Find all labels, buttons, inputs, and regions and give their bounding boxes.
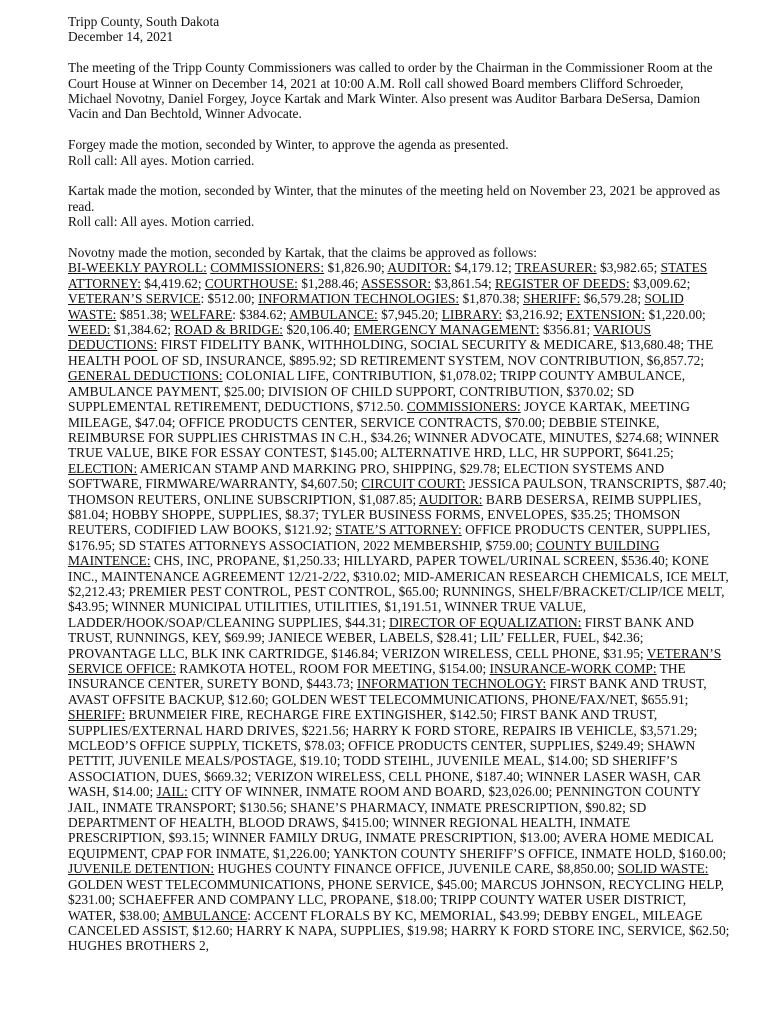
claims-department-heading: AUDITOR: (387, 260, 452, 276)
claims-department-heading: VETERAN’S SERVICE (68, 291, 201, 307)
claims-text: : $384.62; (232, 306, 290, 322)
claims-text: CITY OF WINNER, INMATE ROOM AND BOARD, $23,026.00; PENNINGTON COUNTY JAIL, INMATE TRANSPORT; $130.56; SHANE’S PHARMACY, INMATE PRESCRIPTION, $90.82; SD DEPARTMENT OF HEALTH, BLOOD DRAWS, $415.00; WINNER REGIONAL HEALTH, INMATE PRESCRIPTION, $93.15; WINNER FAMILY DRUG, INMATE PRESCRIPTION, $13.00; AVERA HOME MEDICAL EQUIPMENT, CPAP FOR INMATE, $1,226.00; YANKTON COUNTY SHERIFF’S OFFICE, INMATE HOLD, $160.00; (68, 784, 727, 861)
claims-department-heading: INFORMATION TECHNOLOGIES: (258, 291, 460, 307)
claims-department-heading: JUVENILE DETENTION: (68, 861, 215, 877)
claims-department-heading: WELFARE (170, 306, 233, 322)
claims-text: $1,384.62; (110, 322, 175, 338)
claims-department-heading: CIRCUIT COURT: (361, 476, 466, 492)
claims-department-heading: DIRECTOR OF EQUALIZATION: (389, 614, 582, 630)
claims-text: $3,216.92; (502, 306, 567, 322)
claims-text: JESSICA PAULSON, TRANSCRIPTS, $87.40; THOMSON REUTERS, ONLINE SUBSCRIPTION, $1,087.85; (68, 476, 727, 507)
claims-department-heading: AUDITOR: (418, 491, 483, 507)
agenda-motion-text: Forgey made the motion, seconded by Winter, to approve the agenda as presented. (68, 137, 509, 153)
claims-text: $1,220.00; (645, 306, 706, 322)
claims-department-heading: SHERIFF: (68, 707, 126, 723)
claims-text: AMERICAN STAMP AND MARKING PRO, SHIPPING, $29.78; ELECTION SYSTEMS AND SOFTWARE, FIRMWARE/WARRANTY, $4,607.50; (68, 460, 665, 492)
claims-text: $3,982.65; (596, 260, 661, 276)
claims-text: JOYCE KARTAK, MEETING MILEAGE, $47.04; OFFICE PRODUCTS CENTER, SERVICE CONTRACTS, $70.00; DEBBIE STEINKE, REIMBURSE FOR SUPPLIES CHRISTMAS IN C.H., $34.26; WINNER ADVOCATE, MINUTES, $274.68; WINNER TRUE VALUE, BIKE FOR ESSAY CONTEST, $145.00; ALTERNATIVE HRD, LLC, HR SUPPORT, $641.25; (68, 399, 720, 461)
document-header (68, 14, 730, 45)
claims-department-heading: ROAD & BRIDGE: (174, 322, 283, 338)
claims-text: $3,861.54; (431, 275, 496, 291)
claims-department-heading: EMERGENCY MANAGEMENT: (353, 322, 540, 338)
claims-department-heading: EXTENSION: (566, 306, 646, 322)
claims-text: $4,419.62; (140, 275, 205, 291)
claims-department-heading: COUNTY BUILDING MAINTENCE: (68, 537, 660, 569)
meeting-date: December 14, 2021 (68, 29, 174, 45)
claims-department-heading: ELECTION: (68, 460, 138, 476)
claims-text: FIRST BANK AND TRUST, AVAST OFFSITE BACKUP, $12.60; GOLDEN WEST TELECOMMUNICATIONS, PHONE/FAX/NET, $655.91; (68, 676, 707, 707)
minutes-motion-paragraph (68, 183, 730, 229)
agenda-motion-paragraph (68, 137, 730, 168)
claims-text: BRUNMEIER FIRE, RECHARGE FIRE EXTINGISHER, $142.50; FIRST BANK AND TRUST, SUPPLIES/EXTERNAL HARD DRIVES, $221.56; HARRY K FORD STORE, REPAIRS IB VEHICLE, $3,571.29; MCLEOD’S OFFICE SUPPLY, TICKETS, $78.03; OFFICE PRODUCTS CENTER, SUPPLIES, $249.49; SHAWN PETTIT, JUVENILE MEALS/POSTAGE, $19.10; TODD STEIHL, JUVENILE MEAL, $14.00; SD SHERIFF’S ASSOCIATION, DUES, $669.32; VERIZON WIRELESS, CELL PHONE, $187.40; WINNER LASER WASH, CAR WASH, $14.00; (68, 707, 702, 800)
minutes-roll-call: Roll call: All ayes. Motion carried. (68, 214, 255, 230)
claims-department-heading: TREASURER: (514, 260, 597, 276)
claims-text: : $512.00; (200, 291, 259, 307)
claims-department-heading: VARIOUS DEDUCTIONS: (68, 322, 652, 353)
claims-department-heading: COURTHOUSE: (204, 275, 298, 291)
claims-text: HUGHES COUNTY FINANCE OFFICE, JUVENILE CARE, $8,850.00; (214, 861, 618, 877)
claims-text: $4,179.12; (451, 260, 515, 276)
claims-department-heading: JAIL: (156, 784, 188, 800)
claims-department-heading: GENERAL DEDUCTIONS: (68, 368, 223, 384)
claims-text: : ACCENT FLORALS BY KC, MEMORIAL, $43.99; DEBBY ENGEL, MILEAGE CANCELED ASSIST, $12.60; HARRY K NAPA, SUPPLIES, $19.98; HARRY K FORD STORE INC, SERVICE, $62.50; HUGHES BROTHERS 2, (68, 907, 730, 954)
claims-text: BARB DESERSA, REIMB SUPPLIES, $81.04; HOBBY SHOPPE, SUPPLIES, $8.37; TYLER BUSINESS FORMS, ENVELOPES, $35.25; THOMSON REUTERS, CODIFIED LAW BOOKS, $121.92; (68, 491, 702, 538)
claims-section (68, 245, 730, 954)
claims-department-heading: AMBULANCE (162, 907, 248, 923)
claims-department-heading: BI-WEEKLY PAYROLL: (68, 260, 207, 276)
claims-text: $1,870.38; (459, 291, 524, 307)
claims-department-heading: LIBRARY: (441, 306, 503, 322)
claims-department-heading: VETERAN’S SERVICE OFFICE: (68, 645, 722, 676)
claims-department-heading: AMBULANCE: (289, 306, 378, 322)
claims-text: $7,945.20; (377, 306, 442, 322)
claims-department-heading: SOLID WASTE: (68, 291, 684, 322)
claims-text: $1,288.46; (297, 275, 362, 291)
claims-department-heading: SOLID WASTE: (617, 861, 709, 877)
claims-list (68, 260, 730, 953)
claims-text: $3,009.62; (629, 275, 691, 291)
claims-text: RAMKOTA HOTEL, ROOM FOR MEETING, $154.00; (175, 661, 490, 676)
agenda-roll-call: Roll call: All ayes. Motion carried. (68, 152, 255, 168)
claims-department-heading: COMMISSIONERS: (210, 260, 325, 276)
claims-motion-text: Novotny made the motion, seconded by Kartak, that the claims be approved as follows: (68, 245, 537, 261)
claims-text: COLONIAL LIFE, CONTRIBUTION, $1,078.02; TRIPP COUNTY AMBULANCE, AMBULANCE PAYMENT, $25.00; DIVISION OF CHILD SUPPORT, CONTRIBUTION, $370.02; SD SUPPLEMENTAL RETIREMENT, DEDUCTIONS, $712.50. (68, 368, 686, 415)
claims-text: GOLDEN WEST TELECOMMUNICATIONS, PHONE SERVICE, $45.00; MARCUS JOHNSON, RECYCLING HELP, $231.00; SCHAEFFER AND COMPANY LLC, PROPANE, $18.00; TRIPP COUNTY WATER USER DISTRICT, WATER, $38.00; (68, 876, 724, 923)
claims-department-heading: SHERIFF: (523, 291, 581, 307)
claims-department-heading: ASSESSOR: (361, 275, 432, 291)
claims-text: FIRST BANK AND TRUST, RUNNINGS, KEY, $69.99; JANIECE WEBER, LABELS, $28.41; LIL’ FELLER, FUEL, $42.36; PROVANTAGE LLC, BLK INK CARTRIDGE, $146.84; VERIZON WIRELESS, CELL PHONE, $31.95; (68, 614, 694, 661)
claims-text: $20,106.40; (283, 322, 354, 338)
claims-department-heading: INFORMATION TECHNOLOGY: (356, 676, 547, 692)
county-name: Tripp County, South Dakota (68, 14, 220, 29)
claims-text: THE INSURANCE CENTER, SURETY BOND, $443.73; (68, 661, 686, 692)
claims-department-heading: STATE’S ATTORNEY: (335, 522, 462, 538)
claims-text: FIRST FIDELITY BANK, WITHHOLDING, SOCIAL SECURITY & MEDICARE, $13,680.48; THE HEALTH POOL OF SD, INSURANCE, $895.92; SD RETIREMENT SYSTEM, NOV CONTRIBUTION, $6,857.72; (68, 337, 714, 368)
claims-text: $356.81; (539, 322, 594, 338)
claims-text: $1,826.90; (324, 260, 388, 276)
claims-text: $6,579.28; (580, 291, 645, 307)
claims-department-heading: COMMISSIONERS: (406, 399, 521, 415)
claims-department-heading: STATES ATTORNEY: (68, 260, 708, 291)
claims-department-heading: REGISTER OF DEEDS: (495, 275, 630, 291)
claims-text: CHS, INC, PROPANE, $1,250.33; HILLYARD, PAPER TOWEL/URINAL SCREEN, $536.40; KONE INC., MAINTENANCE AGREEMENT 12/21-2/22, $310.02; MID-AMERICAN RESEARCH CHEMICALS, ICE MELT, $2,212.43; PREMIER PEST CONTROL, PEST CONTROL, $65.00; RUNNINGS, SHELF/BRACKET/CLIP/ICE MELT, $43.95; WINNER MUNICIPAL UTILITIES, UTILITIES, $1,191.51, WINNER TRUE VALUE, LADDER/HOOK/SOAP/CLEANING SUPPLIES, $44.31; (68, 553, 729, 630)
claims-department-heading: INSURANCE-WORK COMP: (489, 661, 657, 676)
claims-text: $851.38; (116, 306, 171, 322)
claims-text: OFFICE PRODUCTS CENTER, SUPPLIES, $176.95; SD STATES ATTORNEYS ASSOCIATION, 2022 MEMBERSHIP, $759.00; (68, 522, 711, 553)
claims-department-heading: WEED: (68, 322, 111, 338)
call-to-order-paragraph: The meeting of the Tripp County Commissioners was called to order by the Chairman in the Commissioner Room at the Court House at Winner on December 14, 2021 at 10:00 A.M. Roll call showed Board members Clifford Schroeder, Michael Novotny, Daniel Forgey, Joyce Kartak and Mark Winter. Also present was Auditor Barbara DeSersa, Damion Vacin and Dan Bechtold, Winner Advocate. (68, 60, 713, 122)
minutes-motion-text: Kartak made the motion, seconded by Winter, that the minutes of the meeting held on November 23, 2021 be approved as read. (68, 183, 721, 214)
